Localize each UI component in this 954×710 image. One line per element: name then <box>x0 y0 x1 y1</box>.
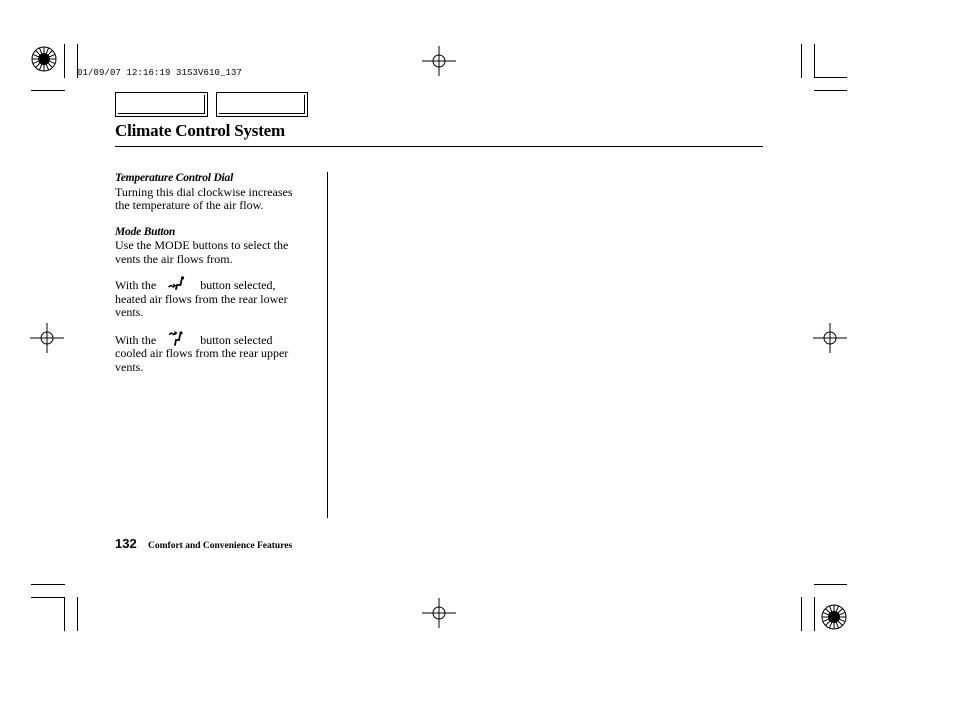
section-footer: Comfort and Convenience Features <box>148 541 293 551</box>
page-number: 132 <box>115 536 137 551</box>
mode-item-face <box>115 333 323 375</box>
crosshair-mark-icon <box>30 323 64 353</box>
registration-target-icon <box>820 603 848 631</box>
content-column <box>115 172 323 374</box>
title-rule <box>115 146 763 147</box>
body-line: cooled air flows from the rear upper <box>115 346 289 360</box>
column-divider <box>327 172 328 518</box>
body-text: button selected <box>200 332 273 347</box>
body-text: button selected, <box>200 278 276 292</box>
chapter-tab-box <box>216 92 308 117</box>
crosshair-mark-icon <box>422 598 456 628</box>
face-vent-icon <box>168 331 188 347</box>
body-line: Use the MODE buttons to select the <box>115 238 289 252</box>
section-temperature-dial <box>115 172 323 213</box>
body-line: Turning this dial clockwise increases <box>115 184 293 199</box>
body-line: heated air flows from the rear lower <box>115 291 288 306</box>
body-line: vents the air flows from. <box>115 251 233 266</box>
section-heading: Temperature Control Dial <box>115 172 234 184</box>
print-stamp: 01/09/07 12:16:19 31S3V610_137 <box>77 68 243 78</box>
body-line: vents. <box>115 305 144 319</box>
mode-item-floor <box>115 278 323 320</box>
crosshair-mark-icon <box>813 323 847 353</box>
body-text: With the <box>115 278 157 292</box>
chapter-tab-box <box>115 92 208 117</box>
registration-target-icon <box>30 45 58 73</box>
body-text: With the <box>115 332 157 347</box>
crosshair-mark-icon <box>422 46 456 76</box>
page-title: Climate Control System <box>115 121 285 140</box>
section-mode-button <box>115 226 323 267</box>
section-heading: Mode Button <box>115 225 176 238</box>
body-line: vents. <box>115 359 144 374</box>
body-line: the temperature of the air flow. <box>115 198 264 212</box>
floor-vent-icon <box>168 276 188 292</box>
